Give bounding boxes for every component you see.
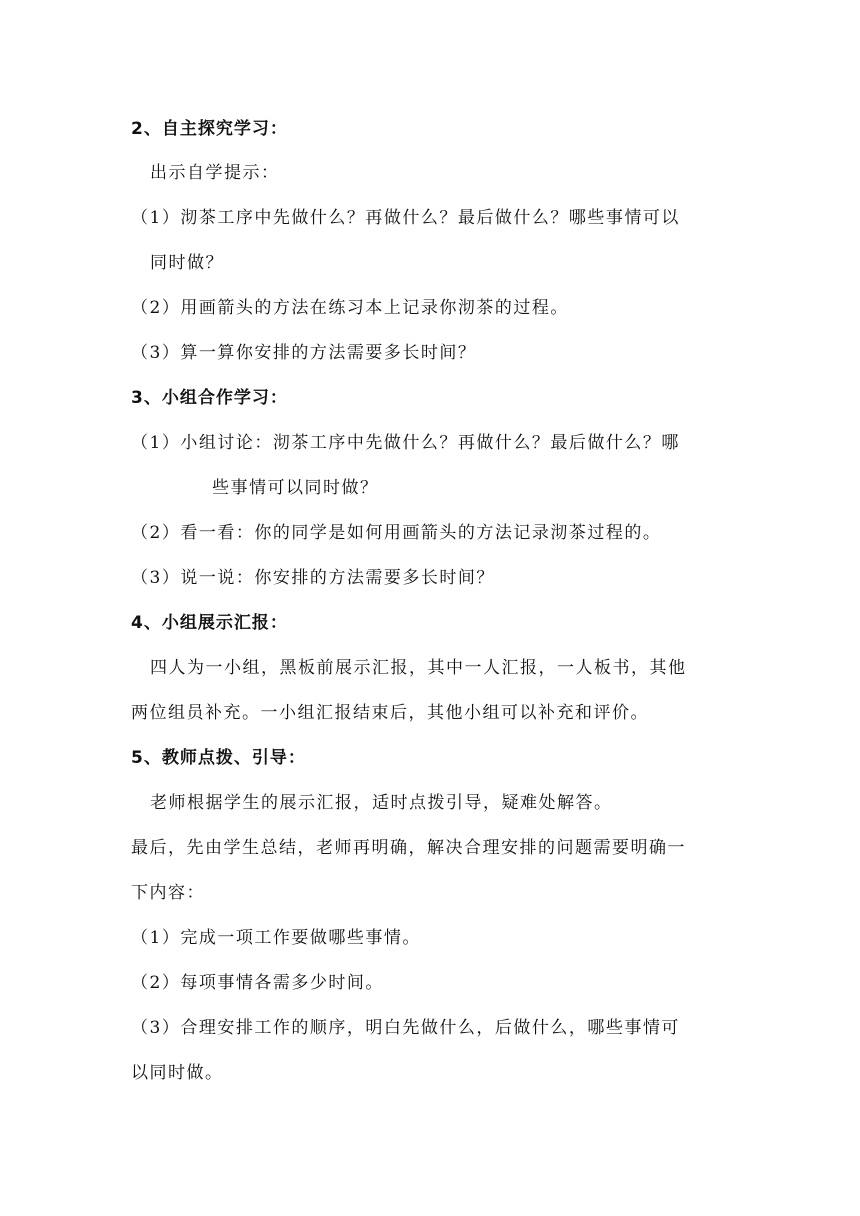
- section-heading-2: 2、自主探究学习：: [131, 119, 288, 139]
- section-2-item-1-line-1: （1）沏茶工序中先做什么？再做什么？最后做什么？哪些事情可以: [131, 208, 680, 228]
- section-5-item-3-line-1: （3）合理安排工作的顺序，明白先做什么，后做什么，哪些事情可: [131, 1018, 680, 1038]
- section-5-summary-line-2: 下内容：: [131, 883, 205, 903]
- section-5-paragraph: 老师根据学生的展示汇报，适时点拨引导，疑难处解答。: [150, 793, 613, 813]
- section-5-item-1: （1）完成一项工作要做哪些事情。: [131, 928, 421, 948]
- section-3-item-2: （2）看一看：你的同学是如何用画箭头的方法记录沏茶过程的。: [131, 523, 662, 543]
- section-2-item-3: （3）算一算你安排的方法需要多长时间？: [131, 343, 477, 363]
- section-3-item-3: （3）说一说：你安排的方法需要多长时间？: [131, 568, 495, 588]
- section-4-paragraph-line-1: 四人为一小组，黑板前展示汇报，其中一人汇报，一人板书，其他: [150, 658, 687, 678]
- section-5-item-2: （2）每项事情各需多少时间。: [131, 973, 384, 993]
- section-3-item-1-line-1: （1）小组讨论：沏茶工序中先做什么？再做什么？最后做什么？哪: [131, 433, 680, 453]
- section-heading-3: 3、小组合作学习：: [131, 388, 288, 408]
- section-3-item-1-line-2: 些事情可以同时做？: [212, 478, 379, 498]
- section-5-summary-line-1: 最后，先由学生总结，老师再明确，解决合理安排的问题需要明确一: [131, 838, 686, 858]
- section-5-item-3-line-2: 以同时做。: [131, 1063, 224, 1083]
- section-2-item-2: （2）用画箭头的方法在练习本上记录你沏茶的过程。: [131, 298, 569, 318]
- section-heading-4: 4、小组展示汇报：: [131, 613, 288, 633]
- section-heading-5: 5、教师点拨、引导：: [131, 748, 306, 768]
- section-2-item-1-line-2: 同时做？: [150, 253, 224, 273]
- section-2-intro: 出示自学提示：: [150, 163, 280, 183]
- section-4-paragraph-line-2: 两位组员补充。一小组汇报结束后，其他小组可以补充和评价。: [131, 703, 649, 723]
